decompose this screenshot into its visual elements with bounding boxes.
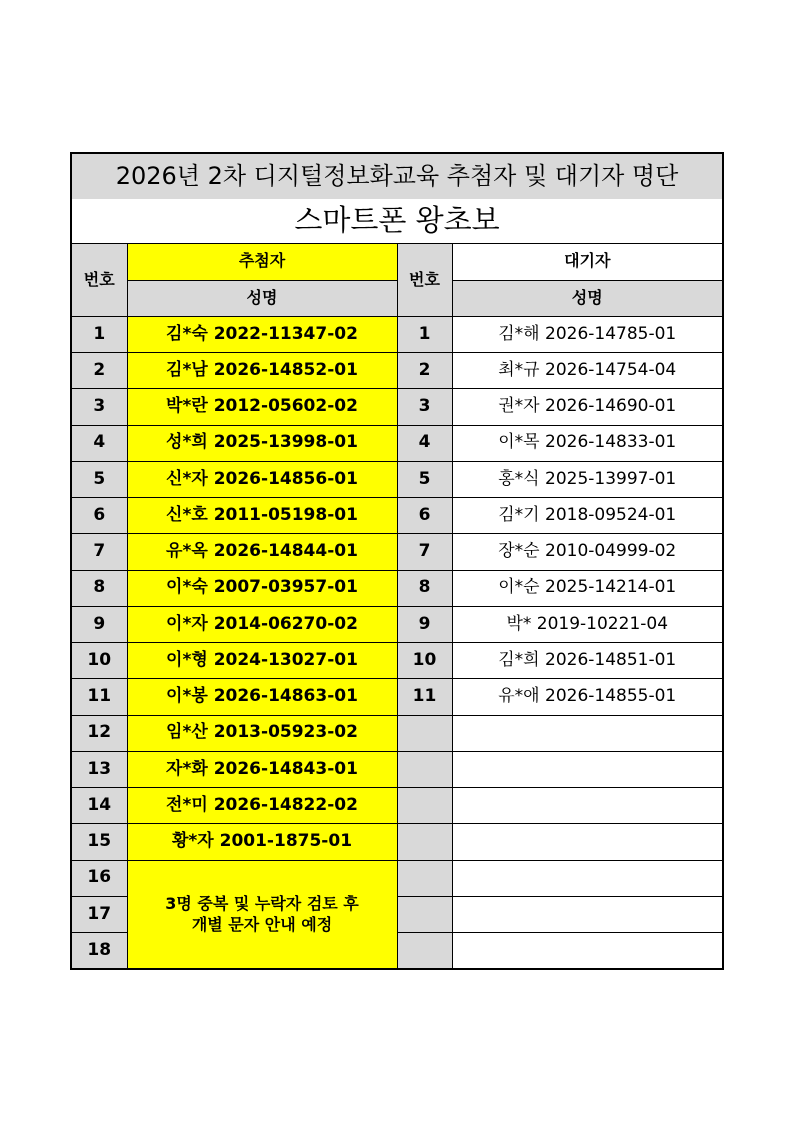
table-row	[71, 824, 723, 860]
waitlist-name: 유*애 2026-14855-01	[452, 679, 723, 715]
winner-name: 이*자 2014-06270-02	[127, 606, 397, 642]
winner-number: 6	[71, 498, 127, 534]
waitlist-number	[397, 715, 452, 751]
table-row	[71, 788, 723, 824]
waitlist-number	[397, 896, 452, 932]
waitlist-number-header: 번호	[397, 243, 452, 316]
course-subtitle: 스마트폰 왕초보	[71, 199, 723, 243]
winner-name: 황*자 2001-1875-01	[127, 824, 397, 860]
waitlist-name	[452, 824, 723, 860]
table-row	[71, 715, 723, 751]
waitlist-name	[452, 933, 723, 969]
winner-name: 유*옥 2026-14844-01	[127, 534, 397, 570]
waitlist-name: 홍*식 2025-13997-01	[452, 461, 723, 497]
winner-name: 신*자 2026-14856-01	[127, 461, 397, 497]
waitlist-number: 7	[397, 534, 452, 570]
table-row	[71, 643, 723, 679]
table-row	[71, 389, 723, 425]
review-note: 3명 중복 및 누락자 검토 후 개별 문자 안내 예정	[127, 860, 397, 969]
waitlist-name	[452, 896, 723, 932]
waitlist-name: 김*기 2018-09524-01	[452, 498, 723, 534]
winner-name: 이*형 2024-13027-01	[127, 643, 397, 679]
winner-number: 5	[71, 461, 127, 497]
waitlist-name-header: 성명	[452, 280, 723, 316]
table-row	[71, 606, 723, 642]
table-row	[71, 353, 723, 389]
winner-number: 3	[71, 389, 127, 425]
winner-name: 이*숙 2007-03957-01	[127, 570, 397, 606]
waitlist-number	[397, 860, 452, 896]
waitlist-name: 최*규 2026-14754-04	[452, 353, 723, 389]
winner-number: 8	[71, 570, 127, 606]
winner-number: 2	[71, 353, 127, 389]
winner-number: 18	[71, 933, 127, 969]
waitlist-name: 이*목 2026-14833-01	[452, 425, 723, 461]
winners-name-header: 성명	[127, 280, 397, 316]
winners-header: 추첨자	[127, 243, 397, 280]
winner-name: 김*숙 2022-11347-02	[127, 316, 397, 352]
waitlist-number: 10	[397, 643, 452, 679]
page-title: 2026년 2차 디지털정보화교육 추첨자 및 대기자 명단	[71, 153, 723, 199]
winner-name: 임*산 2013-05923-02	[127, 715, 397, 751]
waitlist-name	[452, 715, 723, 751]
waitlist-number	[397, 788, 452, 824]
winner-number: 9	[71, 606, 127, 642]
waitlist-name: 권*자 2026-14690-01	[452, 389, 723, 425]
winner-number: 1	[71, 316, 127, 352]
waitlist-name	[452, 788, 723, 824]
table-row	[71, 751, 723, 787]
winner-number: 16	[71, 860, 127, 896]
waitlist-name	[452, 751, 723, 787]
waitlist-name: 이*순 2025-14214-01	[452, 570, 723, 606]
winner-number: 13	[71, 751, 127, 787]
waitlist-name: 김*희 2026-14851-01	[452, 643, 723, 679]
winner-name: 김*남 2026-14852-01	[127, 353, 397, 389]
waitlist-number	[397, 824, 452, 860]
waitlist-number: 4	[397, 425, 452, 461]
winner-number: 17	[71, 896, 127, 932]
table-row	[71, 860, 723, 896]
waitlist-number: 11	[397, 679, 452, 715]
waitlist-name	[452, 860, 723, 896]
waitlist-name: 장*순 2010-04999-02	[452, 534, 723, 570]
winner-name: 전*미 2026-14822-02	[127, 788, 397, 824]
roster-table	[70, 152, 724, 970]
waitlist-number: 6	[397, 498, 452, 534]
winner-name: 자*화 2026-14843-01	[127, 751, 397, 787]
winner-name: 박*란 2012-05602-02	[127, 389, 397, 425]
table-row	[71, 316, 723, 352]
waitlist-number: 2	[397, 353, 452, 389]
winner-number: 12	[71, 715, 127, 751]
waitlist-number: 8	[397, 570, 452, 606]
winner-number: 11	[71, 679, 127, 715]
table-row	[71, 679, 723, 715]
waitlist-number: 3	[397, 389, 452, 425]
waitlist-name: 김*해 2026-14785-01	[452, 316, 723, 352]
winner-number: 10	[71, 643, 127, 679]
waitlist-name: 박* 2019-10221-04	[452, 606, 723, 642]
winner-name: 이*봉 2026-14863-01	[127, 679, 397, 715]
winner-number: 15	[71, 824, 127, 860]
table-row	[71, 570, 723, 606]
table-row	[71, 534, 723, 570]
waitlist-number	[397, 933, 452, 969]
winner-number: 14	[71, 788, 127, 824]
table-row	[71, 461, 723, 497]
winner-number: 4	[71, 425, 127, 461]
waitlist-number	[397, 751, 452, 787]
waitlist-number: 5	[397, 461, 452, 497]
waitlist-number: 9	[397, 606, 452, 642]
table-row	[71, 425, 723, 461]
winner-number: 7	[71, 534, 127, 570]
waitlist-header: 대기자	[452, 243, 723, 280]
waitlist-number: 1	[397, 316, 452, 352]
winner-name: 신*호 2011-05198-01	[127, 498, 397, 534]
table-row	[71, 498, 723, 534]
winner-name: 성*희 2025-13998-01	[127, 425, 397, 461]
winners-number-header: 번호	[71, 243, 127, 316]
